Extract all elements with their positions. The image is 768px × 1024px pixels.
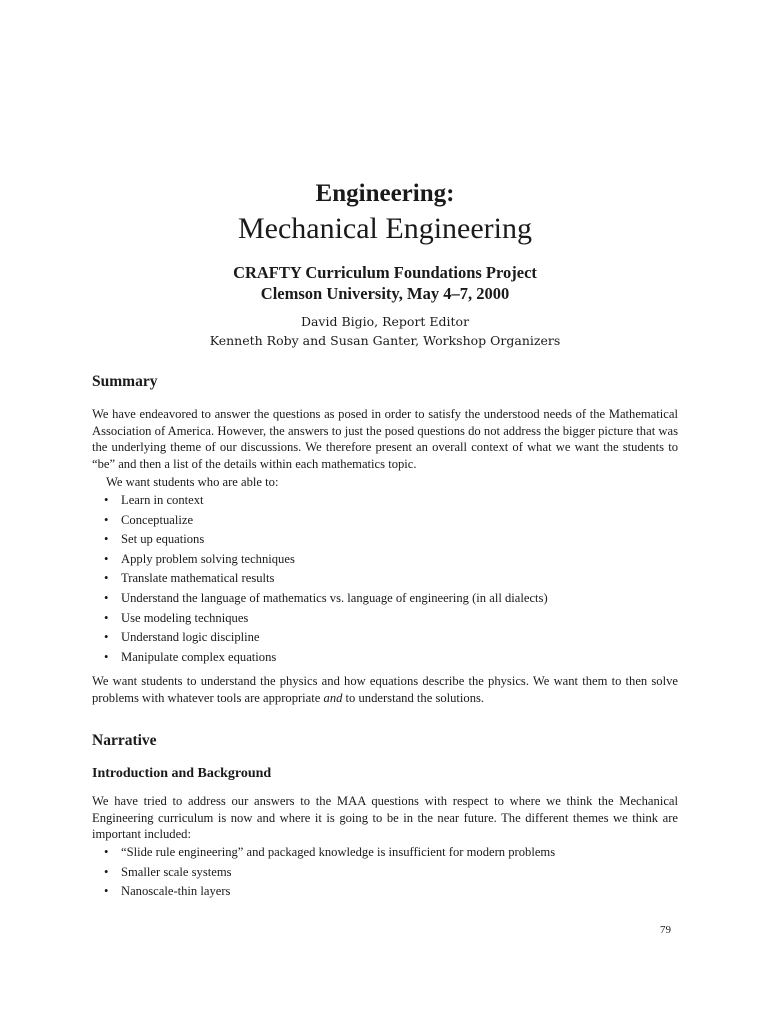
list-item: • Translate mathematical results	[92, 569, 548, 589]
list-item: • Smaller scale systems	[92, 863, 555, 883]
report-editor: David Bigio, Report Editor	[300, 314, 470, 329]
list-item: • Nanoscale-thin layers	[92, 882, 555, 902]
bullet-icon: •	[104, 610, 109, 625]
narrative-bullet-list	[92, 843, 555, 902]
project-name: CRAFTY Curriculum Foundations Project	[233, 263, 537, 282]
bullet-icon: •	[104, 532, 109, 547]
summary-closing-paragraph: We want students to understand the physics and how equations describe the physics. We want them to then solve problems with whatever tools are appropriate and to understand the solutions.	[92, 674, 678, 705]
bullet-icon: •	[104, 493, 109, 507]
page-title: Mechanical Engineering	[237, 212, 533, 245]
bullet-icon: •	[104, 571, 109, 586]
list-item: • Use modeling techniques	[92, 609, 548, 629]
bullet-icon: •	[104, 512, 109, 527]
narrative-heading: Narrative	[92, 732, 157, 749]
document-page	[92, 0, 678, 1024]
list-item: • Manipulate complex equations	[92, 648, 548, 668]
bullet-icon: •	[104, 845, 109, 859]
chapter-kicker: Engineering:	[315, 180, 455, 207]
summary-heading: Summary	[92, 373, 158, 390]
list-item: • “Slide rule engineering” and packaged knowledge is insufficient for modern problems	[92, 843, 555, 863]
bullet-icon: •	[104, 551, 109, 566]
summary-intro-paragraph: We have endeavored to answer the questions as posed in order to satisfy the understood needs of the Mathematical Association of America. However, the answers to just the posed questions do not address the bigger picture that was the underlying theme of our discussions. We therefore present an overall context of what we want the students to “be” and then a list of the details within each mathematics topic.	[92, 407, 678, 471]
summary-lead-text: We want students who are able to:	[106, 475, 279, 489]
workshop-organizers: Kenneth Roby and Susan Ganter, Workshop Organizers	[209, 333, 561, 348]
bullet-icon: •	[104, 884, 109, 899]
project-block	[92, 262, 678, 304]
bullet-icon: •	[104, 590, 109, 605]
project-venue: Clemson University, May 4–7, 2000	[260, 284, 510, 303]
list-item: • Learn in context	[92, 491, 548, 511]
bullet-icon: •	[104, 649, 109, 664]
list-item: • Understand logic discipline	[92, 628, 548, 648]
bullet-icon: •	[104, 630, 109, 645]
list-item: • Understand the language of mathematics vs. language of engineering (in all dialects)	[92, 589, 548, 609]
page-number: 79	[660, 924, 671, 936]
list-item: • Set up equations	[92, 530, 548, 550]
narrative-intro-paragraph: We have tried to address our answers to the MAA questions with respect to where we think the Mechanical Engineering curriculum is now and where it is going to be in the near future. The different themes we think are important included:	[92, 794, 678, 841]
introduction-subheading: Introduction and Background	[92, 766, 272, 781]
credits-block	[92, 312, 678, 350]
emphasis-text: and	[323, 690, 343, 705]
list-item: • Apply problem solving techniques	[92, 550, 548, 570]
summary-bullet-list	[92, 491, 548, 667]
bullet-icon: •	[104, 864, 109, 879]
list-item: • Conceptualize	[92, 511, 548, 531]
